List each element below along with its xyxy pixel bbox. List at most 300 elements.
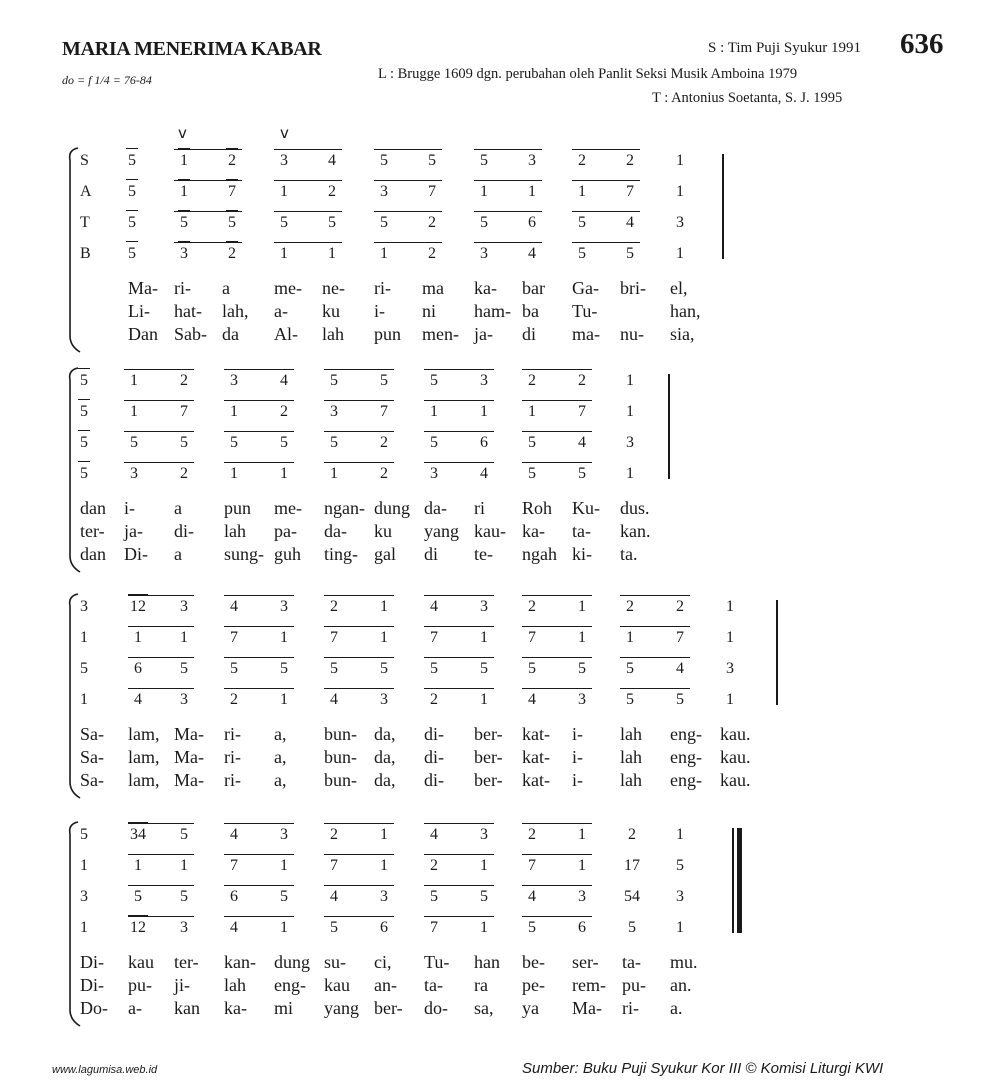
note: 1	[480, 403, 488, 420]
note: 1	[280, 183, 288, 200]
note: 1	[480, 919, 488, 936]
music-system-3	[0, 598, 992, 828]
note: 4	[528, 245, 536, 262]
note: 1	[726, 691, 734, 708]
beam-line	[224, 854, 294, 855]
note: 1	[80, 857, 88, 874]
lyric-syllable: ting-	[324, 544, 358, 564]
beam-line	[424, 462, 494, 463]
lyric-syllable: ri-	[374, 278, 391, 298]
lyric-syllable: a.	[670, 998, 683, 1018]
lyric-syllable: da,	[374, 724, 396, 744]
note: 1	[578, 826, 586, 843]
note: 3	[280, 826, 288, 843]
note: 7	[428, 183, 436, 200]
duration-bar	[126, 148, 138, 149]
beam-line	[522, 823, 592, 824]
lyric-syllable: pu-	[128, 975, 152, 995]
website-footer: www.lagumisa.web.id	[52, 1064, 158, 1076]
duration-bar	[126, 210, 138, 211]
lyric-syllable: kan	[174, 998, 200, 1018]
note: 1	[380, 826, 388, 843]
note: 4	[230, 826, 238, 843]
lyric-syllable: dan	[80, 544, 106, 564]
duration-bar	[78, 461, 90, 462]
lyric-syllable: kau.	[720, 747, 751, 767]
note: 3	[80, 888, 88, 905]
lyric-syllable: a,	[274, 724, 287, 744]
lyric-syllable: ya	[522, 998, 539, 1018]
note: 7	[676, 629, 684, 646]
beam-line	[324, 431, 394, 432]
note: 5	[628, 919, 636, 936]
beam-line	[374, 149, 442, 150]
lyric-syllable: da	[222, 324, 239, 344]
lyric-syllable: lah	[620, 747, 642, 767]
lyric-syllable: i-	[374, 301, 385, 321]
note: 5	[228, 214, 236, 232]
note: 5	[626, 245, 634, 262]
note: 5	[480, 660, 488, 677]
note: 1	[380, 629, 388, 646]
lyric-syllable: sa,	[474, 998, 494, 1018]
note: 5	[528, 434, 536, 451]
lyric-syllable: dan	[80, 498, 106, 518]
system-brace	[62, 146, 82, 356]
beam-line	[224, 369, 294, 370]
lyric-syllable: me-	[274, 498, 302, 518]
lyric-syllable: eng-	[274, 975, 306, 995]
source-footer: Sumber: Buku Puji Syukur Kor III © Komisi Liturgi KWI	[522, 1060, 884, 1077]
voice-label: A	[80, 183, 92, 200]
note: 5	[80, 434, 88, 452]
note: 5	[428, 152, 436, 169]
lyric-syllable: da-	[324, 521, 347, 541]
note: 3	[726, 660, 734, 677]
note: 1	[180, 857, 188, 874]
beam-line	[124, 369, 194, 370]
note: 5	[230, 434, 238, 451]
note: 3	[380, 888, 388, 905]
lyric-syllable: Sa-	[80, 770, 104, 790]
note: 3	[626, 434, 634, 451]
lyric-syllable: Ma-	[174, 724, 204, 744]
beam-line	[274, 149, 342, 150]
note: 1	[578, 598, 586, 615]
note: 54	[624, 888, 640, 905]
note: 4	[330, 691, 338, 708]
note: 5	[380, 660, 388, 677]
lyric-syllable: kat-	[522, 747, 550, 767]
note: 3	[480, 598, 488, 615]
note: 4	[480, 465, 488, 482]
lyric-syllable: bun-	[324, 770, 357, 790]
note: 2	[528, 598, 536, 615]
note: 2	[628, 826, 636, 843]
beam-line	[224, 688, 294, 689]
lyric-syllable: guh	[274, 544, 301, 564]
note: 3	[180, 245, 188, 263]
lyric-syllable: Ma-	[128, 278, 158, 298]
note: 2	[578, 372, 586, 389]
lyric-syllable: di	[522, 324, 537, 344]
note: 1	[480, 857, 488, 874]
note: 5	[626, 691, 634, 708]
lyric-syllable: ku	[322, 301, 340, 321]
lyric-syllable: kau-	[474, 521, 506, 541]
lyric-syllable: dus.	[620, 498, 650, 518]
lyric-syllable: ma	[422, 278, 444, 298]
note: 5	[430, 372, 438, 389]
lyric-syllable: me-	[274, 278, 302, 298]
lyric-syllable: ri-	[622, 998, 639, 1018]
note: 2	[328, 183, 336, 200]
lyric-syllable: kat-	[522, 724, 550, 744]
lyric-syllable: ka-	[474, 278, 497, 298]
note: 2	[228, 152, 236, 170]
lyric-syllable: Al-	[274, 324, 298, 344]
beam-line	[324, 823, 394, 824]
beam-line	[474, 149, 542, 150]
beam-line	[474, 211, 542, 212]
beam-line	[324, 916, 394, 917]
lyric-syllable: Ma-	[174, 770, 204, 790]
note: 4	[430, 598, 438, 615]
lyric-syllable: ser-	[572, 952, 599, 972]
beam-line	[620, 595, 690, 596]
credit-text-author: S : Tim Puji Syukur 1991	[708, 40, 861, 56]
note: 3	[280, 152, 288, 169]
note: 7	[430, 919, 438, 936]
note: 1	[578, 857, 586, 874]
note: 4	[330, 888, 338, 905]
note: 5	[330, 919, 338, 936]
note: 5	[130, 434, 138, 451]
lyric-syllable: pun	[224, 498, 251, 518]
lyric-syllable: a	[174, 498, 182, 518]
lyric-syllable: yang	[424, 521, 459, 541]
beam-line	[424, 657, 494, 658]
lyric-syllable: yang	[324, 998, 359, 1018]
lyric-syllable: pe-	[522, 975, 545, 995]
beam-line	[522, 462, 592, 463]
note: 4	[430, 826, 438, 843]
note: 5	[430, 660, 438, 677]
note: 5	[528, 919, 536, 936]
note: 34	[130, 826, 146, 844]
lyric-syllable: lah	[224, 521, 246, 541]
note: 5	[128, 183, 136, 201]
hymn-number: 636	[900, 28, 944, 60]
lyric-syllable: mi	[274, 998, 294, 1018]
note: 4	[578, 434, 586, 451]
note: 5	[626, 660, 634, 677]
beam-line	[522, 688, 592, 689]
note: 1	[676, 183, 684, 200]
note: 6	[134, 660, 142, 677]
lyric-syllable: Ma-	[572, 998, 602, 1018]
lyric-syllable: lam,	[128, 724, 160, 744]
note: 3	[80, 598, 88, 615]
lyric-syllable: el,	[670, 278, 688, 298]
music-system-2	[0, 372, 992, 602]
note: 5	[480, 152, 488, 169]
note: 17	[624, 857, 640, 874]
lyric-syllable: ber-	[474, 724, 503, 744]
note: 1	[380, 857, 388, 874]
lyric-syllable: Do-	[80, 998, 108, 1018]
beam-line	[324, 626, 394, 627]
note: 3	[676, 214, 684, 231]
note: 3	[130, 465, 138, 482]
lyric-syllable: Di-	[124, 544, 148, 564]
note: 5	[180, 826, 188, 843]
lyric-syllable: ngah	[522, 544, 557, 564]
beam-line	[424, 595, 494, 596]
note: 2	[180, 372, 188, 389]
lyric-syllable: Roh	[522, 498, 553, 518]
note: 5	[280, 434, 288, 451]
note: 12	[130, 919, 146, 937]
note: 3	[380, 691, 388, 708]
duration-bar	[78, 368, 90, 369]
note: 5	[180, 214, 188, 232]
beam-line	[124, 462, 194, 463]
note: 5	[676, 691, 684, 708]
note: 1	[480, 183, 488, 200]
beam-line	[324, 854, 394, 855]
beam-line	[224, 462, 294, 463]
note: 5	[280, 660, 288, 677]
lyric-syllable: Ku-	[572, 498, 600, 518]
note: 2	[330, 598, 338, 615]
lyric-syllable: han	[474, 952, 500, 972]
lyric-syllable: kau.	[720, 724, 751, 744]
lyric-syllable: ta-	[622, 952, 641, 972]
end-barline	[732, 828, 734, 933]
lyric-syllable: ba	[522, 301, 539, 321]
note: 1	[380, 598, 388, 615]
note: 7	[528, 857, 536, 874]
beam-line	[224, 657, 294, 658]
note: 4	[134, 691, 142, 708]
voice-label: B	[80, 245, 91, 262]
beam-line	[572, 149, 640, 150]
note: 5	[80, 465, 88, 483]
note: 5	[280, 888, 288, 905]
note: 3	[180, 919, 188, 936]
note: 1	[328, 245, 336, 262]
lyric-syllable: da-	[424, 498, 447, 518]
lyric-syllable: bri-	[620, 278, 646, 298]
beam-line	[374, 242, 442, 243]
lyric-syllable: Sa-	[80, 724, 104, 744]
lyric-syllable: a,	[274, 747, 287, 767]
note: 2	[626, 598, 634, 615]
lyric-syllable: be-	[522, 952, 545, 972]
note: 4	[528, 888, 536, 905]
beam-line	[424, 369, 494, 370]
beam-line	[128, 688, 194, 689]
note: 2	[430, 691, 438, 708]
lyric-syllable: ber-	[474, 770, 503, 790]
note: 1	[130, 403, 138, 420]
credit-melody: L : Brugge 1609 dgn. perubahan oleh Panlit Seksi Musik Amboina 1979	[378, 66, 798, 82]
note: 5	[330, 660, 338, 677]
lyric-syllable: hat-	[174, 301, 202, 321]
note: 5	[80, 660, 88, 677]
lyric-syllable: Li-	[128, 301, 150, 321]
note: 5	[578, 245, 586, 262]
lyric-syllable: ter-	[80, 521, 105, 541]
note: 3	[230, 372, 238, 389]
lyric-syllable: i-	[572, 724, 583, 744]
beam-line	[522, 916, 592, 917]
note: 1	[626, 372, 634, 389]
note: 1	[130, 372, 138, 389]
end-barline	[776, 600, 778, 705]
lyric-syllable: bun-	[324, 724, 357, 744]
note: 7	[330, 629, 338, 646]
beam-line	[522, 595, 592, 596]
note: 3	[280, 598, 288, 615]
note: 2	[280, 403, 288, 420]
lyric-syllable: i-	[572, 747, 583, 767]
lyric-syllable: lah	[322, 324, 344, 344]
note: 1	[280, 857, 288, 874]
note: 1	[726, 598, 734, 615]
note: 5	[80, 403, 88, 421]
song-title: MARIA MENERIMA KABAR	[62, 38, 322, 60]
note: 6	[230, 888, 238, 905]
note: 2	[330, 826, 338, 843]
beam-line	[324, 595, 394, 596]
lyric-syllable: Di-	[80, 975, 104, 995]
note: 2	[430, 857, 438, 874]
lyric-syllable: dung	[274, 952, 310, 972]
lyric-syllable: ka-	[224, 998, 247, 1018]
note: 5	[380, 372, 388, 389]
beam-line	[224, 400, 294, 401]
lyric-syllable: Sa-	[80, 747, 104, 767]
lyric-syllable: ter-	[174, 952, 199, 972]
lyric-syllable: ri-	[224, 724, 241, 744]
note: 5	[80, 372, 88, 390]
lyric-syllable: dung	[374, 498, 410, 518]
lyric-syllable: bun-	[324, 747, 357, 767]
note: 5	[380, 214, 388, 231]
note: 1	[80, 629, 88, 646]
lyric-syllable: kan.	[620, 521, 651, 541]
note: 7	[528, 629, 536, 646]
note: 7	[578, 403, 586, 420]
lyric-syllable: ber-	[374, 998, 403, 1018]
note: 4	[230, 919, 238, 936]
beam-line	[224, 885, 294, 886]
note: 5	[676, 857, 684, 874]
lyric-syllable: da,	[374, 770, 396, 790]
note: 3	[578, 691, 586, 708]
note: 1	[134, 629, 142, 646]
note: 5	[578, 660, 586, 677]
lyric-syllable: Di-	[80, 952, 104, 972]
note: 5	[480, 888, 488, 905]
lyric-syllable: kau.	[720, 770, 751, 790]
note: 1	[180, 629, 188, 646]
note: 5	[528, 660, 536, 677]
beam-line	[620, 626, 690, 627]
beam-line	[224, 916, 294, 917]
note: 7	[230, 629, 238, 646]
note: 2	[380, 434, 388, 451]
note: 1	[578, 629, 586, 646]
note: 1	[280, 465, 288, 482]
lyric-syllable: lah	[620, 724, 642, 744]
beam-line	[474, 242, 542, 243]
note: 3	[480, 245, 488, 262]
lyric-syllable: ji-	[174, 975, 190, 995]
note: 1	[626, 629, 634, 646]
beam-line	[128, 916, 194, 917]
lyric-syllable: ri-	[224, 747, 241, 767]
beam-line	[424, 400, 494, 401]
beam-line	[424, 823, 494, 824]
note: 2	[626, 152, 634, 169]
note: 1	[280, 919, 288, 936]
lyric-syllable: bar	[522, 278, 545, 298]
beam-line	[522, 400, 592, 401]
note: 1	[528, 183, 536, 200]
lyric-syllable: di-	[424, 747, 444, 767]
note: 5	[528, 465, 536, 482]
beam-line	[128, 823, 194, 824]
note: 6	[528, 214, 536, 231]
note: 1	[676, 245, 684, 262]
note: 5	[430, 434, 438, 451]
note: 3	[480, 826, 488, 843]
lyric-syllable: ra	[474, 975, 488, 995]
music-system-4	[0, 826, 992, 1056]
note: 3	[180, 598, 188, 615]
note: 7	[230, 857, 238, 874]
note: 5	[578, 465, 586, 482]
credit-translator: T : Antonius Soetanta, S. J. 1995	[652, 90, 843, 106]
lyric-syllable: ci,	[374, 952, 392, 972]
lyric-syllable: Ma-	[174, 747, 204, 767]
voice-label: T	[80, 214, 90, 231]
lyric-syllable: an-	[374, 975, 397, 995]
note: 1	[676, 152, 684, 169]
note: 5	[280, 214, 288, 231]
beam-line	[174, 211, 242, 212]
note: 2	[230, 691, 238, 708]
lyric-syllable: te-	[474, 544, 493, 564]
note: 5	[578, 214, 586, 231]
lyric-syllable: ni	[422, 301, 437, 321]
lyric-syllable: ja-	[124, 521, 143, 541]
lyric-syllable: kau	[324, 975, 350, 995]
note: 6	[480, 434, 488, 451]
note: 1	[280, 629, 288, 646]
lyric-syllable: lah	[620, 770, 642, 790]
note: 1	[676, 826, 684, 843]
lyric-syllable: sia,	[670, 324, 695, 344]
duration-bar	[78, 430, 90, 431]
beam-line	[324, 885, 394, 886]
beam-line	[424, 916, 494, 917]
lyric-syllable: a	[174, 544, 182, 564]
lyric-syllable: su-	[324, 952, 346, 972]
